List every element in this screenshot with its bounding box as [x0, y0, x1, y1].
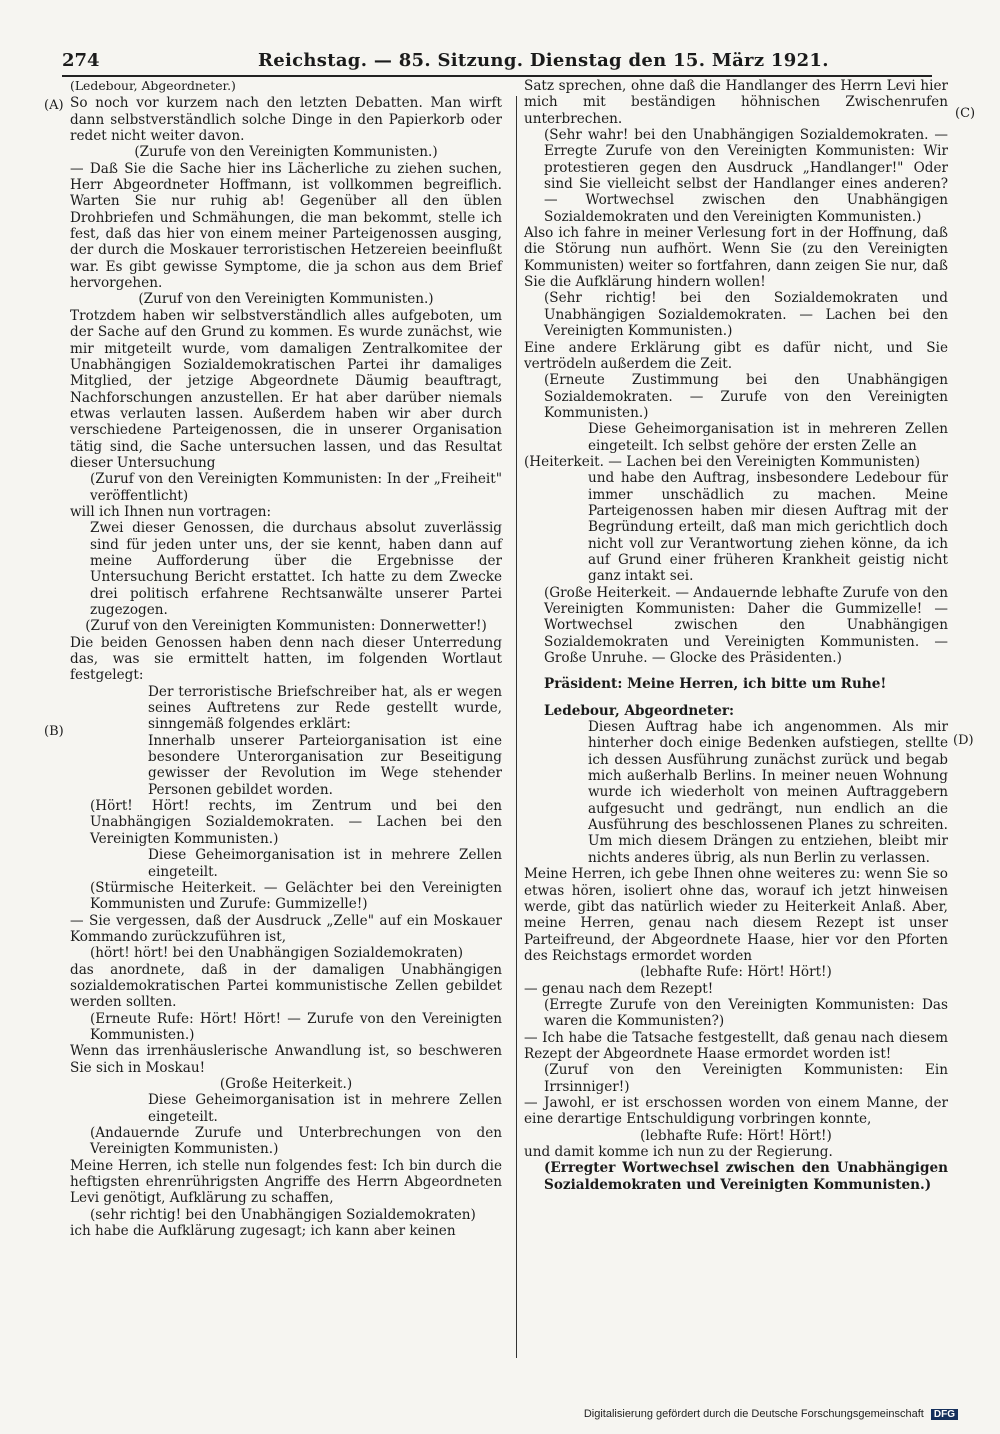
paragraph: Wenn das irrenhäuslerische Anwandlung ist, so beschweren Sie sich in Moskau!: [70, 1043, 502, 1076]
footer-credit: [584, 1408, 958, 1420]
interjection: (Zuruf von den Vereinigten Kommunisten: Donnerwetter!): [85, 618, 487, 635]
paragraph: So noch vor kurzem nach den letzten Debatten. Man wirft dann selbstverständlich solche Dinge in den Papierkorb oder redet nicht weiter davon.: [70, 95, 502, 145]
interjection: (Erregte Zurufe von den Vereinigten Kommunisten: Das waren die Kommunisten?): [544, 996, 948, 1030]
paragraph: — Sie vergessen, daß der Ausdruck „Zelle" auf ein Moskauer Kommando zurückzuführen ist,: [70, 912, 502, 945]
interjection: (Stürmische Heiterkeit. — Gelächter bei den Vereinigten Kommunisten und Zurufe: Gummizelle!): [90, 879, 502, 913]
interjection: (sehr richtig! bei den Unabhängigen Sozialdemokraten): [90, 1206, 476, 1223]
page-number: 274: [62, 50, 100, 71]
paragraph: Also ich fahre in meiner Verlesung fort in der Hoffnung, daß die Störung nun aufhört. Wenn Sie (zu den Vereinigten Kommunisten) weiter so fortfahren, dann zeigen Sie nur, daß Sie die Aufklärung hindern wollen!: [524, 225, 948, 291]
interjection: (Zurufe von den Vereinigten Kommunisten.): [134, 144, 438, 161]
speaker-label: (Ledebour, Abgeordneter.): [70, 78, 236, 93]
footer-credit-text: Digitalisierung gefördert durch die Deutsche Forschungsgemeinschaft: [583, 1408, 924, 1420]
quoted-paragraph: Der terroristische Briefschreiber hat, als er wegen seines Auftretens zur Rede gestellt wurde, sinngemäß folgendes erklärt:: [148, 683, 502, 733]
interjection: (Große Heiterkeit.): [219, 1075, 353, 1092]
quoted-paragraph: Diese Geheimorganisation ist in mehreren Zellen eingeteilt. Ich selbst gehöre der ersten Zelle an: [588, 421, 948, 454]
margin-marker-d: (D): [953, 733, 974, 748]
interjection: (Zuruf von den Vereinigten Kommunisten.): [138, 291, 434, 308]
quoted-paragraph: Diese Geheimorganisation ist in mehrere Zellen eingeteilt.: [148, 847, 502, 880]
paragraph: Satz sprechen, ohne daß die Handlanger des Herrn Levi hier mich mit beständigen höhnischen Zwischenrufen unterbrechen.: [524, 78, 948, 127]
interjection: (Sehr wahr! bei den Unabhängigen Sozialdemokraten. — Erregte Zurufe von den Vereinigten Kommunisten: Wir protestieren gegen den Ausdruck „Handlanger!" Oder sind Sie vielleicht selbst der Handlanger eines anderen? — Wortwechsel zwischen den Unabhängigen Sozialdemokraten und den Vereinigten Kommunisten.): [544, 127, 948, 225]
paragraph: Meine Herren, ich stelle nun folgendes fest: Ich bin durch die heftigsten ehrenrührigsten Angriffe des Herrn Abgeordneten Levi genötigt, Aufklärung zu schaffen,: [70, 1157, 502, 1207]
speaker-label: Ledebour, Abgeordneter:: [544, 702, 735, 719]
paragraph: — Jawohl, er ist erschossen worden von einem Manne, der eine derartige Entschuldigung vorbringen konnte,: [524, 1094, 948, 1128]
margin-marker-a: (A): [44, 98, 64, 113]
dfg-logo: DFG: [931, 1409, 958, 1420]
interjection: (Sehr richtig! bei den Sozialdemokraten und Unabhängigen Sozialdemokraten. — Lachen bei den Vereinigten Kommunisten.): [544, 290, 948, 340]
interjection: (Erneute Rufe: Hört! Hört! — Zurufe von den Vereinigten Kommunisten.): [90, 1010, 502, 1043]
paragraph: ich habe die Aufklärung zugesagt; ich kann aber keinen: [70, 1223, 456, 1240]
margin-marker-b: (B): [44, 724, 64, 739]
margin-marker-c: (C): [955, 106, 976, 121]
quoted-paragraph: und habe den Auftrag, insbesondere Ledebour für immer unschädlich zu machen. Meine Parteigenossen haben mir diesen Auftrag mit der Begründung erteilt, daß man mich gerichtlich doch nicht voll zur Verantwortung ziehen könne, da ich auf Grund einer früheren Krankheit geistig nicht ganz intakt sei.: [588, 470, 948, 585]
interjection: (Andauernde Zurufe und Unterbrechungen von den Vereinigten Kommunisten.): [90, 1125, 502, 1158]
paragraph: — Ich habe die Tatsache festgestellt, daß genau nach diesem Rezept der Abgeordnete Haase ermordet worden ist!: [524, 1029, 948, 1062]
interjection: (Hört! Hört! rechts, im Zentrum und bei den Unabhängigen Sozialdemokraten. — Lachen bei den Vereinigten Kommunisten.): [90, 798, 502, 847]
interjection: (Große Heiterkeit. — Andauernde lebhafte Zurufe von den Vereinigten Kommunisten: Daher die Gummizelle! — Wortwechsel zwischen den Unabhängigen Sozialdemokraten und Vereinigten Kommunisten. — Große Unruhe. — Glocke des Präsidenten.): [544, 584, 948, 667]
header-rule: [62, 75, 932, 77]
quoted-paragraph: Zwei dieser Genossen, die durchaus absolut zuverlässig sind für jeden unter uns, der sie kennt, haben dann auf meine Aufforderung über die Ergebnisse der Untersuchung Bericht erstattet. Ich hatte zu dem Zwecke drei politisch erfahrene Rechtsanwälte unserer Partei zugezogen.: [90, 520, 502, 618]
interjection: (Erregter Wortwechsel zwischen den Unabhängigen Sozialdemokraten und Vereinigten Kommunisten.): [544, 1160, 948, 1193]
paragraph: und damit komme ich nun zu der Regierung.: [524, 1144, 833, 1160]
interjection: (hört! hört! bei den Unabhängigen Sozialdemokraten): [90, 945, 464, 962]
interjection: (Zuruf von den Vereinigten Kommunisten: In der „Freiheit" veröffentlicht): [90, 471, 502, 504]
spacer: [524, 693, 948, 703]
paragraph: will ich Ihnen nun vortragen:: [70, 503, 272, 520]
president-statement: Präsident: Meine Herren, ich bitte um Ruhe!: [544, 676, 887, 693]
paragraph: Eine andere Erklärung gibt es dafür nicht, und Sie vertrödeln außerdem die Zeit.: [524, 339, 948, 372]
paragraph: — genau nach dem Rezept!: [524, 980, 714, 997]
left-column: [70, 78, 502, 1239]
paragraph: Meine Herren, ich gebe Ihnen ohne weiteres zu: wenn Sie so etwas hören, isoliert ohne das, worauf ich jetzt hinweisen werde, gibt das natürlich wieder zu Heiterkeit Anlaß. Aber, meine Herren, genau nach diesem Rezept ist unser Parteifreund, der Abgeordnete Haase, hier vor den Pforten des Reichstags ermordet worden: [524, 866, 948, 964]
quoted-paragraph: Diese Geheimorganisation ist in mehrere Zellen eingeteilt.: [148, 1092, 502, 1125]
quoted-paragraph: Diesen Auftrag habe ich angenommen. Als mir hinterher doch einige Bedenken aufstiegen, stellte ich dessen Ausführung zunächst zurück und begab mich außerhalb Berlins. In meiner neuen Wohnung wurde ich wiederholt von meinen Auftraggebern aufgesucht und gedrängt, nun endlich an die Ausführung des beschlossenen Planes zu schreiten. Um mich diesem Drängen zu entziehen, bleibt mir nichts anderes übrig, als nun Berlin zu verlassen.: [588, 719, 948, 866]
interjection: (lebhafte Rufe: Hört! Hört!): [640, 964, 832, 981]
running-head: Reichstag. — 85. Sitzung. Dienstag den 15. März 1921.: [258, 50, 829, 71]
interjection: (Erneute Zustimmung bei den Unabhängigen Sozialdemokraten. — Zurufe von den Vereinigten Kommunisten.): [544, 372, 948, 421]
column-divider: [516, 96, 517, 1358]
quoted-paragraph: Innerhalb unserer Parteiorganisation ist eine besondere Unterorganisation zur Beseitigung gewisser der Revolution im Wege stehender Personen gebildet worden.: [148, 732, 502, 798]
interjection: (Zuruf von den Vereinigten Kommunisten: Ein Irrsinniger!): [544, 1062, 948, 1095]
paragraph: — Daß Sie die Sache hier ins Lächerliche zu ziehen suchen, Herr Abgeordneter Hoffmann, ist vollkommen begreiflich. Warten Sie nur ruhig ab! Gegenüber all den üblen Drohbriefen und Schmähungen, die man bekommt, stelle ich fest, daß das hier von einem meiner Parteigenossen ausging, der durch die Moskauer terroristischen Hetzereien beeinflußt war. Es gibt gewisse Symptome, die ja schon aus dem Brief hervorgehen.: [70, 160, 502, 292]
interjection: (Heiterkeit. — Lachen bei den Vereinigten Kommunisten): [524, 453, 921, 470]
right-column: [524, 78, 948, 1193]
interjection: (lebhafte Rufe: Hört! Hört!): [640, 1127, 832, 1144]
paragraph: das anordnete, daß in der damaligen Unabhängigen sozialdemokratischen Partei kommunistische Zellen gebildet werden sollten.: [70, 961, 502, 1011]
paragraph: Trotzdem haben wir selbstverständlich alles aufgeboten, um der Sache auf den Grund zu kommen. Es wurde zunächst, wie mir mitgeteilt wurde, vom damaligen Zentralkomitee der Unabhängigen Sozialdemokratischen Partei ihr damaliges Mitglied, der jetzige Abgeordnete Däumig beauftragt, Nachforschungen anzustellen. Er hat aber darüber niemals etwas verlauten lassen. Außerdem haben wir aber durch verschiedene Parteigenossen, die in unserer Organisation tätig sind, die Sache untersuchen lassen, und das Resultat dieser Untersuchung: [70, 307, 502, 471]
paragraph: Die beiden Genossen haben denn nach dieser Unterredung das, was sie ermittelt hatten, im folgenden Wortlaut festgelegt:: [70, 634, 502, 684]
spacer: [524, 666, 948, 676]
